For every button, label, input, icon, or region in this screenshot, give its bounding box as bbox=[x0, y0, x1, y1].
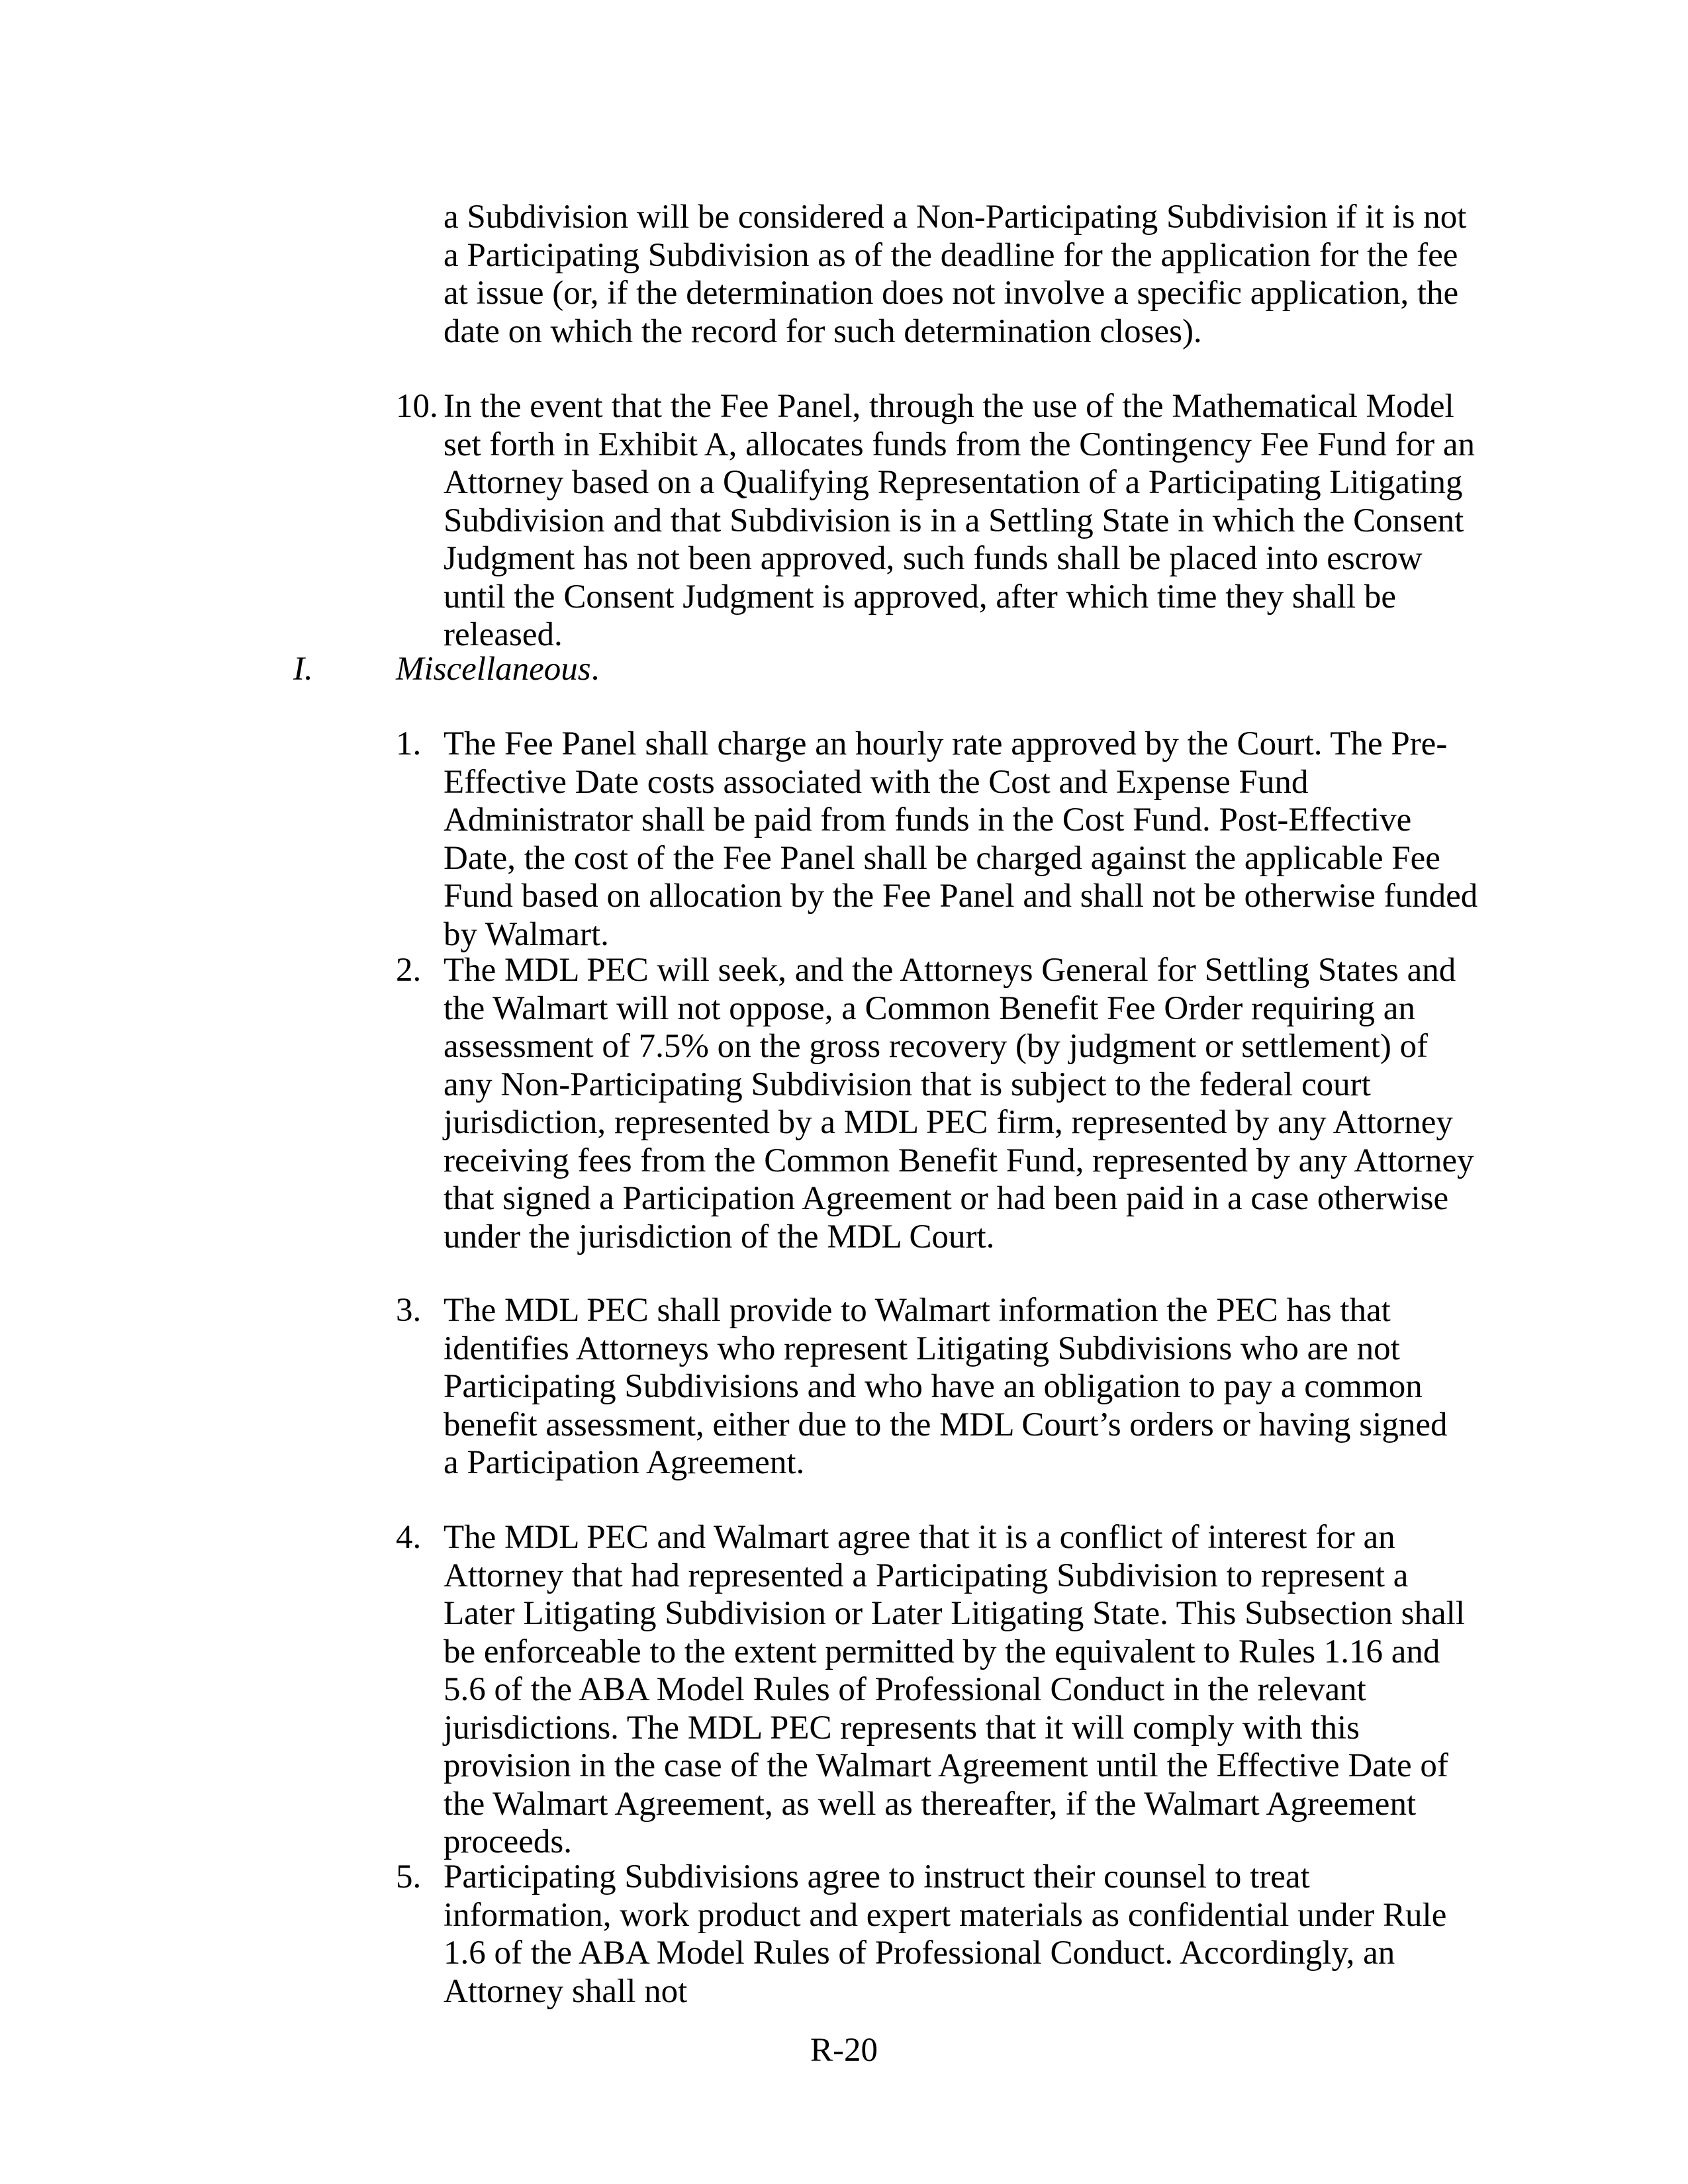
item-2-text: The MDL PEC will seek, and the Attorneys General for Settling States and the Walmart will not oppose, a Common Benefit Fee Order requiring an assessment of 7.5% on the gross recovery (by judgment or settlement) of any Non-Participating Subdivision that is subject to the federal court jurisdiction, represented by a MDL PEC firm, represented by any Attorney receiving fees from the Common Benefit Fund, represented by any Attorney that signed a Participation Agreement or had been paid in a case otherwise under the jurisdiction of the MDL Court. bbox=[444, 952, 1474, 1255]
item-3-text: The MDL PEC shall provide to Walmart information the PEC has that identifies Attorneys who represent Litigating Subdivisions who are not Participating Subdivisions and who have an obligation to pay a common benefit assessment, either due to the MDL Court’s orders or having signed a Participation Agreement. bbox=[444, 1292, 1448, 1481]
page-number: R-20 bbox=[810, 2032, 878, 2069]
item-2-number: 2. bbox=[396, 952, 422, 989]
section-heading bbox=[396, 651, 599, 689]
item-4-text: The MDL PEC and Walmart agree that it is a conflict of interest for an Attorney that had represented a Participating Subdivision to represent a Later Litigating Subdivision or Later Litigating State. This Subsection shall be enforceable to the extent permitted by the equivalent to Rules 1.16 and 5.6 of the ABA Model Rules of Professional Conduct in the relevant jurisdictions. The MDL PEC represents that it will comply with this provision in the case of the Walmart Agreement until the Effective Date of the Walmart Agreement, as well as thereafter, if the Walmart Agreement proceeds. bbox=[444, 1519, 1465, 1860]
item-10-text: In the event that the Fee Panel, through the use of the Mathematical Model set forth in Exhibit A, allocates funds from the Contingency Fee Fund for an Attorney based on a Qualifying Representation of a Participating Litigating Subdivision and that Subdivision is in a Settling State in which the Consent Judgment has not been approved, such funds shall be placed into escrow until the Consent Judgment is approved, after which time they shall be released. bbox=[444, 388, 1476, 653]
item-4-number: 4. bbox=[396, 1519, 422, 1556]
item-10-number: 10. bbox=[396, 388, 438, 425]
item-5-number: 5. bbox=[396, 1858, 422, 1895]
section-title-punct: . bbox=[590, 651, 600, 688]
section-letter: I. bbox=[293, 651, 313, 688]
item-1-text: The Fee Panel shall charge an hourly rate approved by the Court. The Pre-Effective Date costs associated with the Cost and Expense Fund Administrator shall be paid from funds in the Cost Fund. Post-Effective Date, the cost of the Fee Panel shall be charged against the applicable Fee Fund based on allocation by the Fee Panel and shall not be otherwise funded by Walmart. bbox=[444, 725, 1478, 953]
continuation-paragraph: a Subdivision will be considered a Non-Participating Subdivision if it is not a Participating Subdivision as of the deadline for the application for the fee at issue (or, if the determination does not involve a specific application, the date on which the record for such determination closes). bbox=[444, 199, 1467, 350]
item-1-number: 1. bbox=[396, 725, 422, 762]
item-3-number: 3. bbox=[396, 1292, 422, 1329]
item-5-text: Participating Subdivisions agree to instruct their counsel to treat information, work product and expert materials as confidential under Rule 1.6 of the ABA Model Rules of Professional Conduct. Accordingly, an Attorney shall not bbox=[444, 1858, 1447, 2010]
section-title: Miscellaneous bbox=[396, 651, 591, 688]
